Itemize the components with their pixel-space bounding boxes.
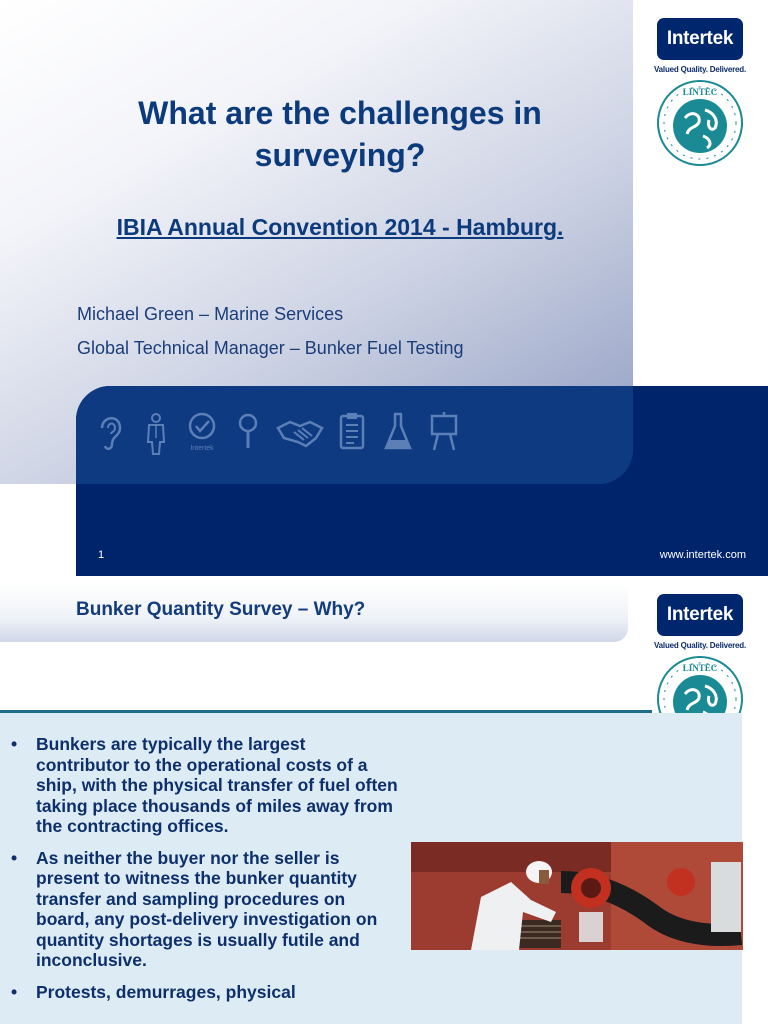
author-block bbox=[77, 297, 464, 365]
bunker-survey-photo bbox=[411, 842, 743, 950]
slide-title: Bunker Quantity Survey – Why? bbox=[76, 599, 366, 620]
flask-icon bbox=[380, 408, 416, 456]
bullet-item: • As neither the buyer nor the seller is present to witness the bunker quantity transfer and sampling procedures on board, any post-delivery investigation on quantity shortages is usually futile and inconclusive. bbox=[8, 848, 400, 971]
event-subtitle: IBIA Annual Convention 2014 - Hamburg. bbox=[116, 214, 564, 240]
page-number: 1 bbox=[98, 549, 105, 561]
logo-tagline: Valued Quality. Delivered. bbox=[653, 641, 747, 650]
author-role-line: Global Technical Manager – Bunker Fuel Testing bbox=[77, 338, 464, 358]
bullet-list bbox=[8, 734, 400, 1013]
seal-icon bbox=[184, 408, 220, 456]
icon-caption: Intertek bbox=[190, 445, 214, 452]
intertek-logo-block bbox=[650, 18, 750, 168]
slide-title: What are the challenges in surveying? bbox=[138, 95, 542, 173]
handshake-icon bbox=[276, 408, 324, 456]
svg-text:LINTEC: LINTEC bbox=[682, 663, 718, 673]
website-url: www.intertek.com bbox=[659, 549, 746, 561]
author-name-line: Michael Green – Marine Services bbox=[77, 304, 344, 324]
lintec-seal-icon bbox=[655, 78, 745, 168]
service-icons-row bbox=[92, 408, 462, 456]
intertek-logo: Intertek bbox=[657, 18, 743, 60]
ear-icon bbox=[92, 408, 128, 456]
person-icon bbox=[138, 408, 174, 456]
intertek-logo: Intertek bbox=[657, 594, 743, 636]
magnifier-icon bbox=[230, 408, 266, 456]
clipboard-icon bbox=[334, 408, 370, 456]
bullet-item: • Protests, demurrages, physical bbox=[8, 982, 400, 1003]
svg-text:LINTEC: LINTEC bbox=[682, 87, 718, 97]
content-slide bbox=[0, 576, 768, 1024]
bullet-item: • Bunkers are typically the largest contributor to the operational costs of a ship, with the physical transfer of fuel often taking place thousands of miles away from the contracting offices. bbox=[8, 734, 400, 837]
logo-tagline: Valued Quality. Delivered. bbox=[653, 65, 747, 74]
presentation-easel-icon bbox=[426, 408, 462, 456]
